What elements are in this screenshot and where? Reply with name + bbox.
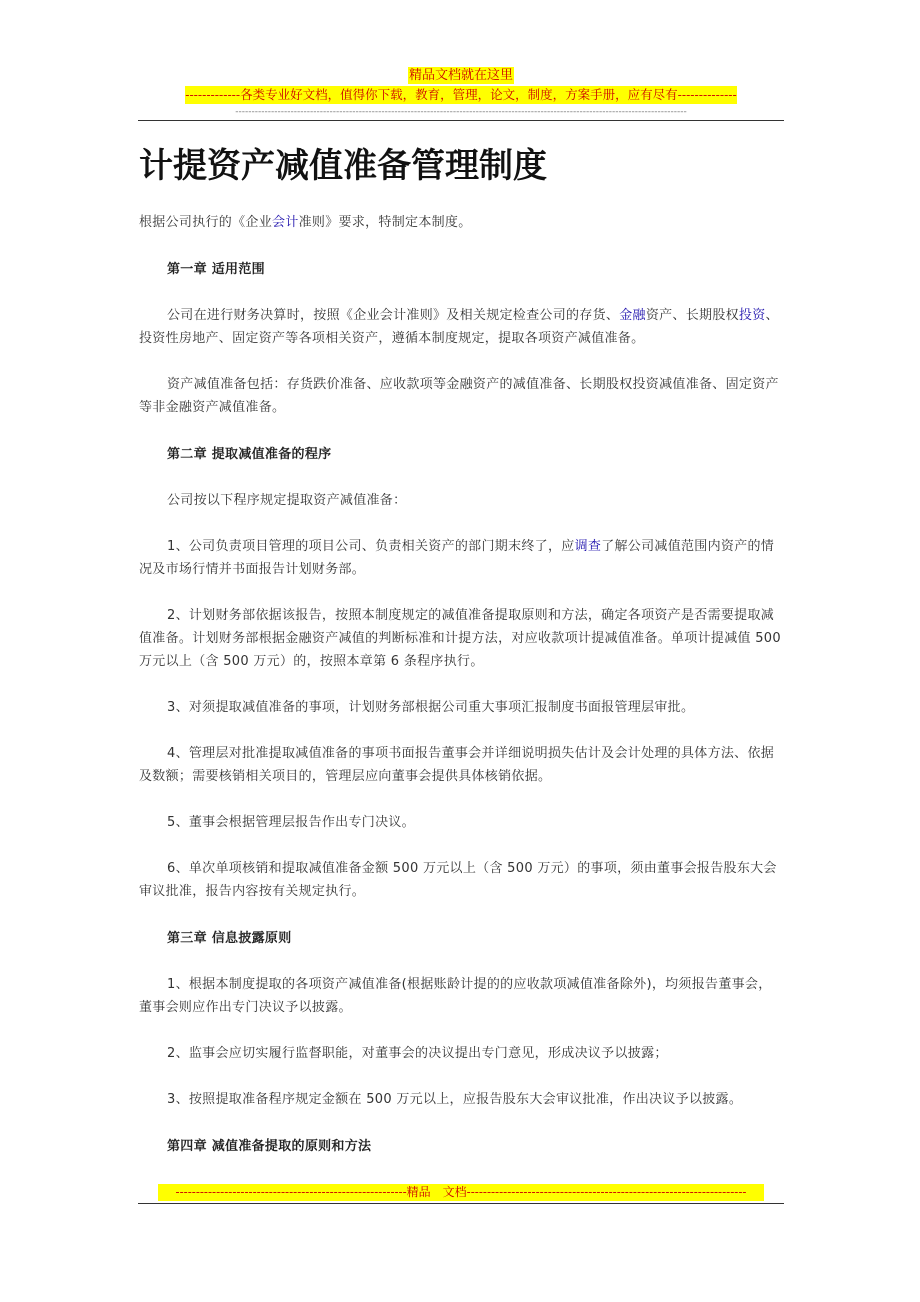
chapter-2-item-3: 3、对须提取减值准备的事项，计划财务部根据公司重大事项汇报制度书面报管理层审批。	[167, 700, 695, 715]
chapter-3-item-3: 3、按照提取准备程序规定金额在 500 万元以上，应报告股东大会审议批准，作出决议予以披露。	[167, 1092, 743, 1107]
header-title: 精品文档就在这里	[408, 68, 513, 83]
chapter-4-heading: 第四章 减值准备提取的原则和方法	[167, 1139, 372, 1154]
chapter-2-item-4: 4、管理层对批准提取减值准备的事项书面报告董事会并详细说明损失估计及会计处理的具体方法、依据及数额；需要核销相关项目的，管理层应向董事会提供具体核销依据。	[139, 746, 775, 784]
link-jinrong[interactable]: 金融	[619, 308, 646, 323]
link-touzi[interactable]: 投资	[738, 308, 766, 323]
page-header	[138, 64, 784, 118]
chapter-3-item-2: 2、监事会应切实履行监督职能，对董事会的决议提出专门意见，形成决议予以披露；	[167, 1046, 668, 1061]
intro-paragraph: 根据公司执行的《企业会计准则》要求，特制定本制度。	[139, 215, 472, 230]
chapter-2-intro: 公司按以下程序规定提取资产减值准备：	[167, 493, 407, 508]
chapter-2-item-2: 2、计划财务部依据该报告，按照本制度规定的减值准备提取原则和方法，确定各项资产是否需要提取减值准备。计划财务部根据金融资产减值的判断标准和计提方法，对应收款项计提减值准备。单项计提减值 500 万元以上（含 500 万元）的，按照本章第 6 条程序执行。	[139, 608, 781, 669]
document-title: 计提资产减值准备管理制度	[139, 146, 547, 186]
chapter-1-heading: 第一章 适用范围	[167, 262, 265, 277]
chapter-3-heading: 第三章 信息披露原则	[167, 931, 292, 946]
chapter-2-item-1: 1、公司负责项目管理的项目公司、负责相关资产的部门期末终了，应调查了解公司减值范围内资产的情况及市场行情并书面报告计划财务部。	[139, 539, 775, 577]
header-rule	[138, 120, 784, 121]
chapter-1-paragraph-2: 资产减值准备包括：存货跌价准备、应收款项等金融资产的减值准备、长期股权投资减值准备、固定资产等非金融资产减值准备。	[139, 377, 779, 415]
header-dashes: -------------------------------------------------------------------------------------------------------------------------------------------	[235, 107, 687, 117]
chapter-2-item-6: 6、单次单项核销和提取减值准备金额 500 万元以上（含 500 万元）的事项，须由董事会报告股东大会审议批准，报告内容按有关规定执行。	[139, 861, 777, 899]
link-diaocha[interactable]: 调查	[574, 539, 602, 554]
chapter-3-item-1: 1、根据本制度提取的各项资产减值准备(根据账龄计提的的应收款项减值准备除外)，均须报告董事会，董事会则应作出专门决议予以披露。	[139, 977, 772, 1015]
header-banner: -------------各类专业好文档，值得你下载，教育，管理，论文，制度，方案手册，应有尽有--------------	[185, 87, 737, 102]
chapter-2-item-5: 5、董事会根据管理层报告作出专门决议。	[167, 815, 415, 830]
link-kuaiji[interactable]: 会计	[272, 215, 299, 230]
chapter-1-paragraph-1: 公司在进行财务决算时，按照《企业会计准则》及相关规定检查公司的存货、金融资产、长期股权投资、投资性房地产、固定资产等各项相关资产，遵循本制度规定，提取各项资产减值准备。	[139, 308, 779, 346]
page-footer	[138, 1184, 784, 1205]
footer-banner: ---------------------------------------------------------精品 文档---------------------------------------------------------------------	[158, 1184, 764, 1201]
chapter-2-heading: 第二章 提取减值准备的程序	[167, 447, 332, 462]
footer-rule	[138, 1203, 784, 1204]
document-body	[139, 211, 784, 1158]
